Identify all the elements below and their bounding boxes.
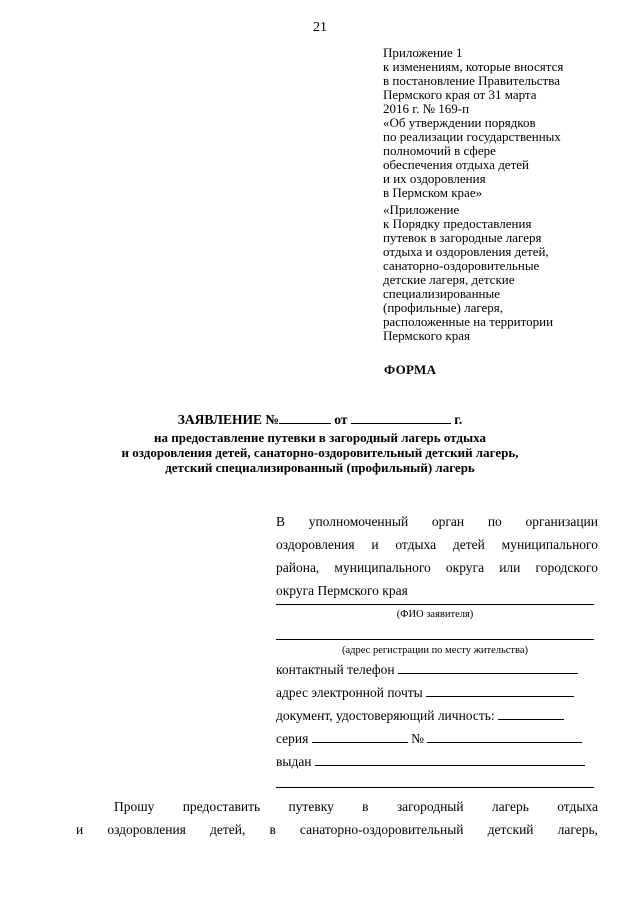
title-prefix: ЗАЯВЛЕНИЕ № (177, 412, 279, 427)
application-number-blank[interactable] (279, 411, 331, 424)
appendix-line: полномочий в сфере (383, 143, 496, 158)
procedure-line: детские лагеря, детские (383, 272, 515, 287)
phone-row (276, 661, 578, 678)
appendix-line: в Пермском крае» (383, 185, 483, 200)
title-from: от (334, 412, 348, 427)
series-blank[interactable] (312, 730, 408, 743)
subtitle-line: на предоставление путевки в загородный лагерь отдыха (154, 430, 486, 445)
appendix-line: Приложение 1 (383, 45, 463, 60)
addressee-block (276, 510, 598, 602)
appendix-line: «Об утверждении порядков (383, 115, 536, 130)
addressee-line: В уполномоченный орган по организации (276, 514, 598, 529)
appendix-line: и их оздоровления (383, 171, 486, 186)
email-row (276, 684, 574, 701)
procedure-line: «Приложение (383, 202, 460, 217)
appendix-block (383, 46, 563, 200)
page-number: 21 (313, 20, 327, 35)
subtitle-line: и оздоровления детей, санаторно-оздоровительный детский лагерь, (121, 445, 519, 460)
issued-extra-blank[interactable] (276, 787, 594, 788)
application-date-blank[interactable] (351, 411, 451, 424)
series-label: серия (276, 731, 309, 746)
issued-label: выдан (276, 754, 312, 769)
number-blank[interactable] (427, 730, 582, 743)
series-row (276, 730, 582, 747)
subtitle-line: детский специализированный (профильный) лагерь (165, 460, 475, 475)
appendix-line: обеспечения отдыха детей (383, 157, 529, 172)
appendix-line: в постановление Правительства (383, 73, 560, 88)
title-year: г. (454, 412, 463, 427)
issued-row (276, 753, 585, 770)
request-line: Прошу предоставить путевку в загородный лагерь отдыха (114, 799, 598, 814)
procedure-line: расположенные на территории (383, 314, 554, 329)
document-row (276, 707, 564, 724)
procedure-line: отдыха и оздоровления детей, (383, 244, 549, 259)
application-title (0, 411, 640, 428)
procedure-line: специализированные (383, 286, 500, 301)
addressee-line: округа Пермского края (276, 583, 408, 598)
request-paragraph (76, 795, 598, 841)
email-blank[interactable] (426, 684, 574, 697)
document-label: документ, удостоверяющий личность: (276, 708, 495, 723)
procedure-block (383, 203, 553, 343)
appendix-line: Пермского края от 31 марта (383, 87, 537, 102)
fio-blank[interactable] (276, 604, 594, 605)
address-blank[interactable] (276, 639, 594, 640)
procedure-line: санаторно-оздоровительные (383, 258, 540, 273)
document-blank[interactable] (498, 707, 564, 720)
address-caption: (адрес регистрации по месту жительства) (342, 645, 528, 656)
fio-caption: (ФИО заявителя) (396, 609, 474, 620)
email-label: адрес электронной почты (276, 685, 423, 700)
procedure-line: к Порядку предоставления (383, 216, 532, 231)
number-label: № (411, 731, 424, 746)
issued-blank[interactable] (315, 753, 585, 766)
appendix-line: к изменениям, которые вносятся (383, 59, 564, 74)
appendix-line: 2016 г. № 169-п (383, 101, 470, 116)
request-line: и оздоровления детей, в санаторно-оздоровительный детский лагерь, (76, 822, 598, 837)
appendix-line: по реализации государственных (383, 129, 561, 144)
phone-blank[interactable] (398, 661, 578, 674)
phone-label: контактный телефон (276, 662, 395, 677)
procedure-line: (профильные) лагеря, (383, 300, 504, 315)
form-label: ФОРМА (384, 362, 437, 377)
addressee-line: оздоровления и отдыха детей муниципального (276, 537, 598, 552)
application-subtitle (0, 430, 640, 475)
procedure-line: Пермского края (383, 328, 470, 343)
addressee-line: района, муниципального округа или городского (276, 560, 598, 575)
procedure-line: путевок в загородные лагеря (383, 230, 542, 245)
